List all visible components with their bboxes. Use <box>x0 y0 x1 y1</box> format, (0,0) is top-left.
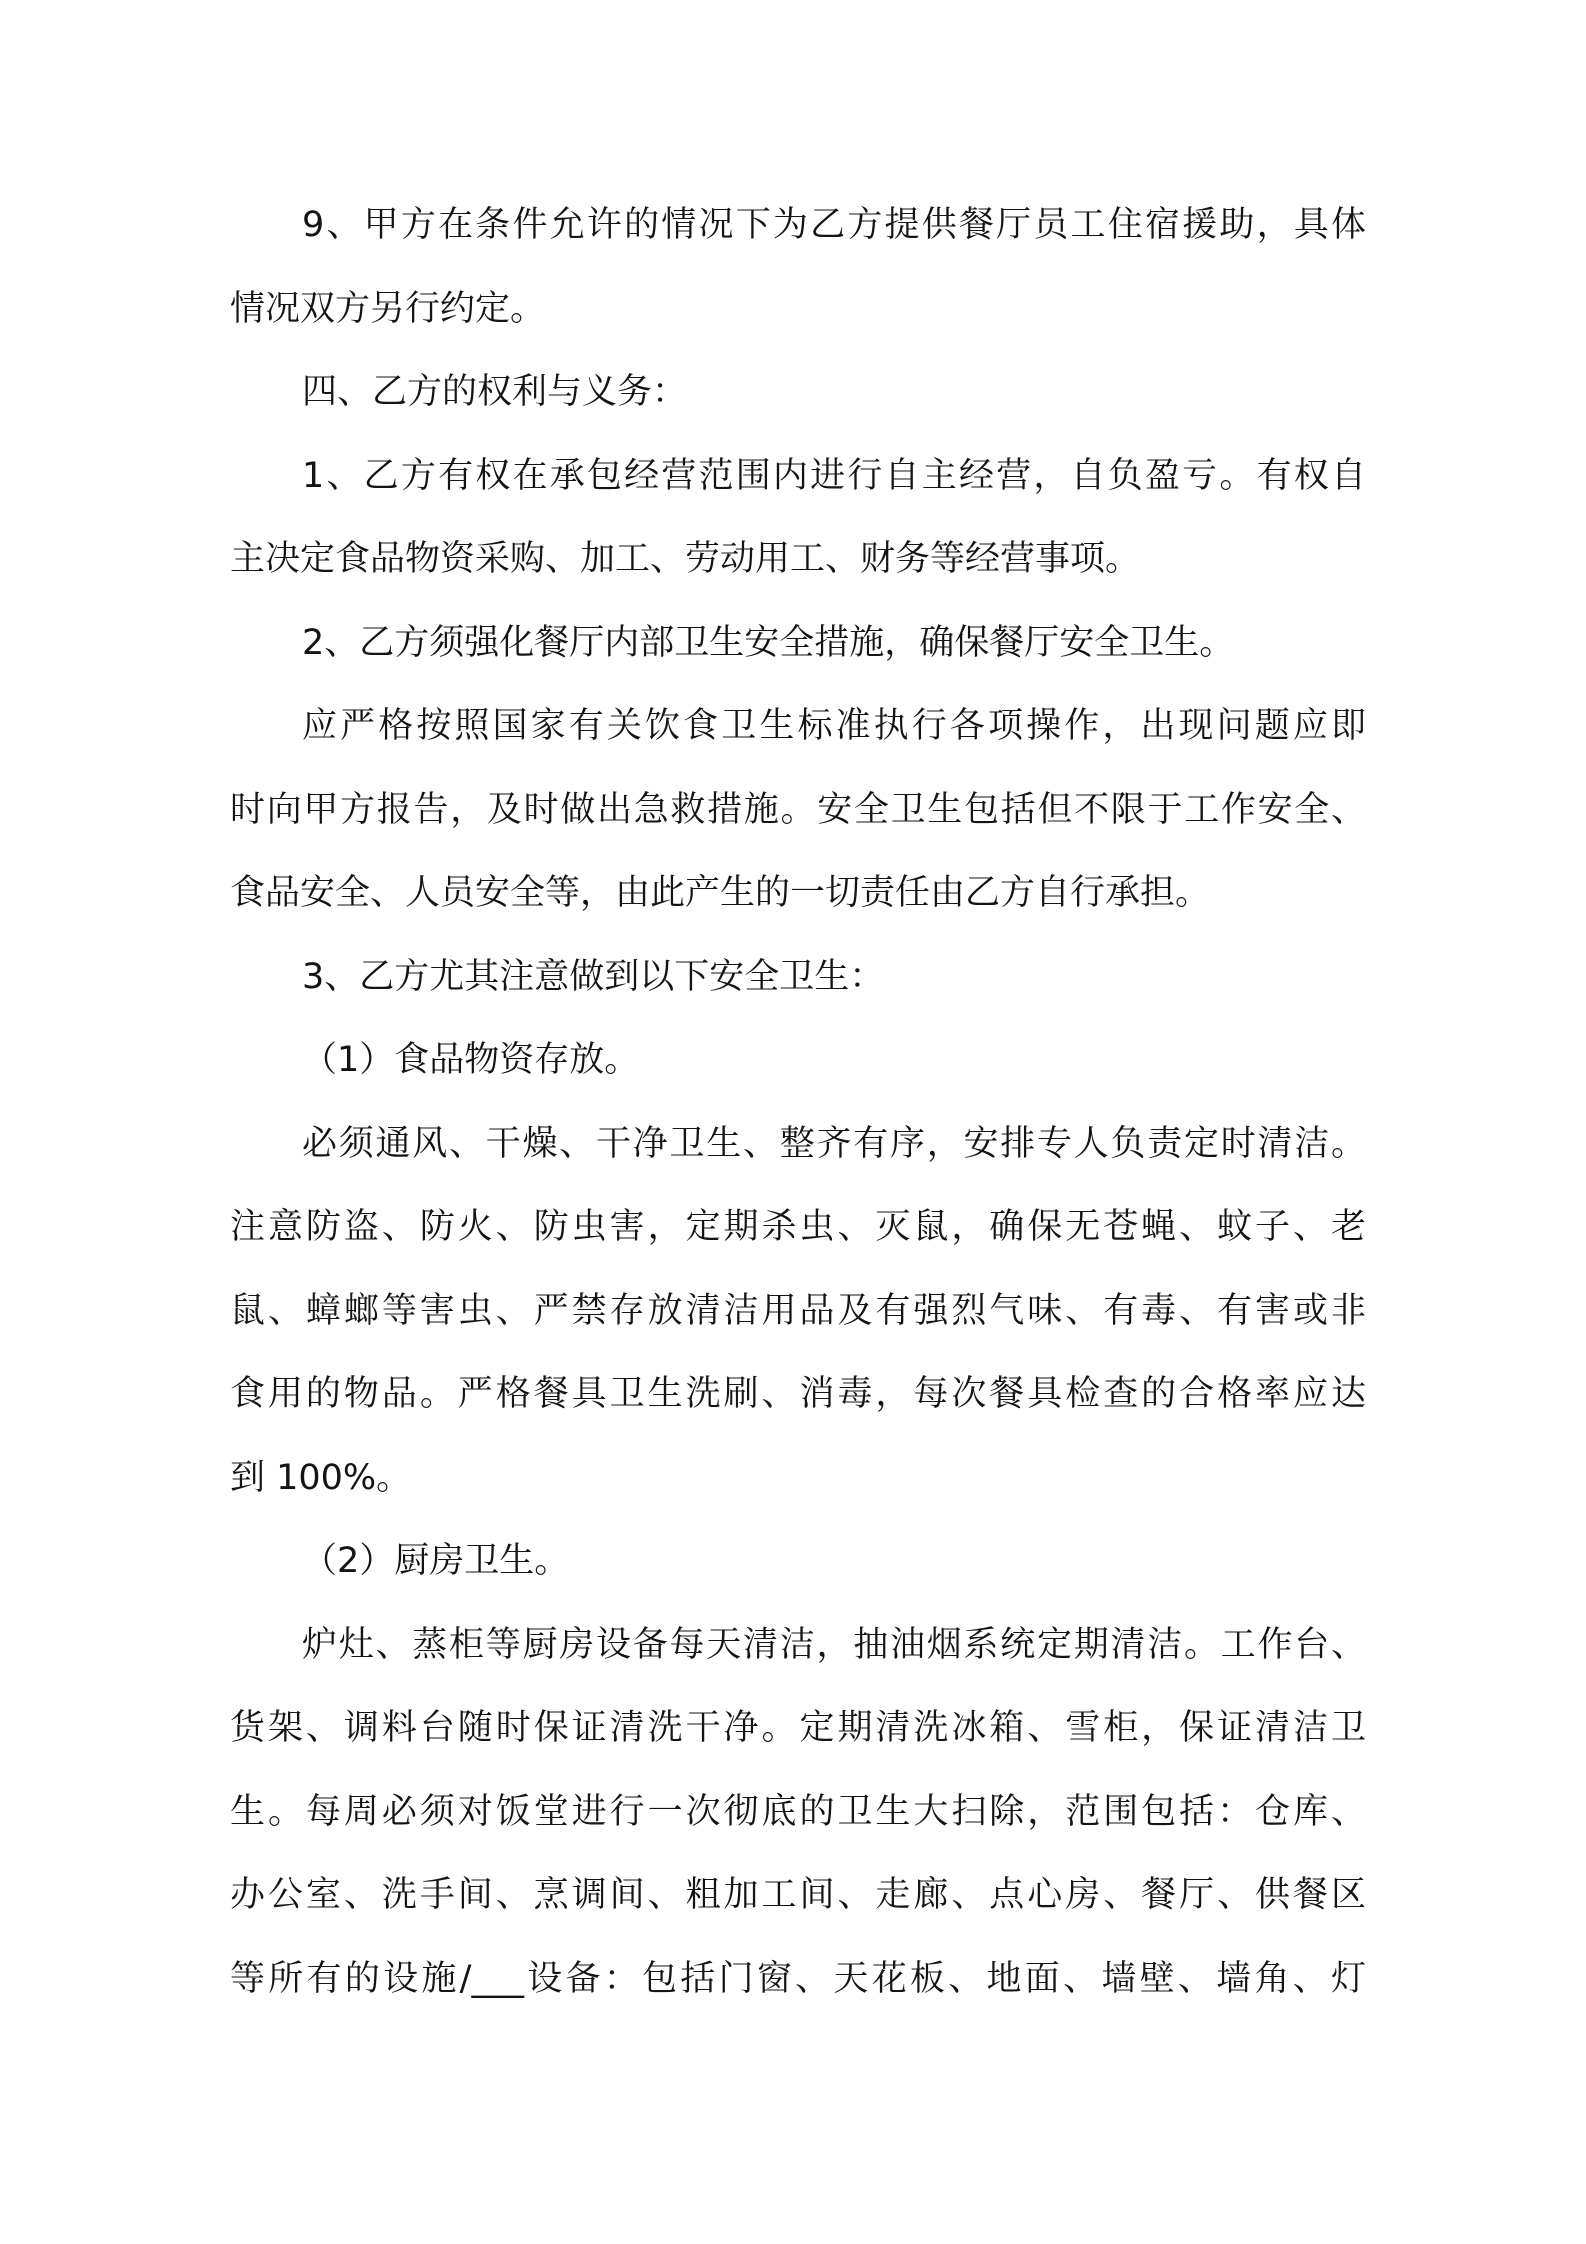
paragraph-line: 注意防盗、防火、防虫害，定期杀虫、灭鼠，确保无苍蝇、蚊子、老 <box>230 1207 1366 1247</box>
document-body <box>230 184 1366 2021</box>
paragraph-line: 3、乙方尤其注意做到以下安全卫生： <box>302 956 885 997</box>
paragraph-line: 货架、调料台随时保证清洗干净。定期清洗冰箱、雪柜，保证清洁卫 <box>230 1708 1366 1748</box>
paragraph-line: 主决定食品物资采购、加工、劳动用工、财务等经营事项。 <box>230 539 1141 579</box>
paragraph-line: 2、乙方须强化餐厅内部卫生安全措施，确保餐厅安全卫生。 <box>302 622 1235 663</box>
paragraph-line: 等所有的设施/___设备：包括门窗、天花板、地面、墙壁、墙角、灯 <box>230 1958 1366 1999</box>
paragraph-line: 办公室、洗手间、烹调间、粗加工间、走廊、点心房、餐厅、供餐区 <box>230 1875 1366 1915</box>
paragraph-line: 1、乙方有权在承包经营范围内进行自主经营，自负盈亏。有权自 <box>302 455 1366 496</box>
paragraph-line: 情况双方另行约定。 <box>230 288 546 329</box>
paragraph-line: 炉灶、蒸柜等厨房设备每天清洁，抽油烟系统定期清洁。工作台、 <box>302 1624 1366 1665</box>
paragraph-line: 食品安全、人员安全等，由此产生的一切责任由乙方自行承担。 <box>230 873 1211 913</box>
paragraph-line: 生。每周必须对饭堂进行一次彻底的卫生大扫除，范围包括：仓库、 <box>230 1791 1366 1832</box>
subsection-heading: （1）食品物资存放。 <box>302 1040 640 1080</box>
paragraph-line: 鼠、蟑螂等害虫、严禁存放清洁用品及有强烈气味、有毒、有害或非 <box>230 1290 1366 1331</box>
section-heading: 四、乙方的权利与义务： <box>302 372 688 412</box>
paragraph-line: 9、甲方在条件允许的情况下为乙方提供餐厅员工住宿援助，具体 <box>302 205 1366 245</box>
paragraph-line: 食用的物品。严格餐具卫生洗刷、消毒，每次餐具检查的合格率应达 <box>230 1374 1366 1414</box>
paragraph-line: 时向甲方报告，及时做出急救措施。安全卫生包括但不限于工作安全、 <box>230 789 1366 830</box>
subsection-heading: （2）厨房卫生。 <box>302 1541 570 1581</box>
paragraph-line: 必须通风、干燥、干净卫生、整齐有序，安排专人负责定时清洁。 <box>302 1123 1366 1164</box>
paragraph-line: 到 100%。 <box>230 1457 412 1498</box>
paragraph-line: 应严格按照国家有关饮食卫生标准执行各项操作，出现问题应即 <box>302 706 1366 746</box>
